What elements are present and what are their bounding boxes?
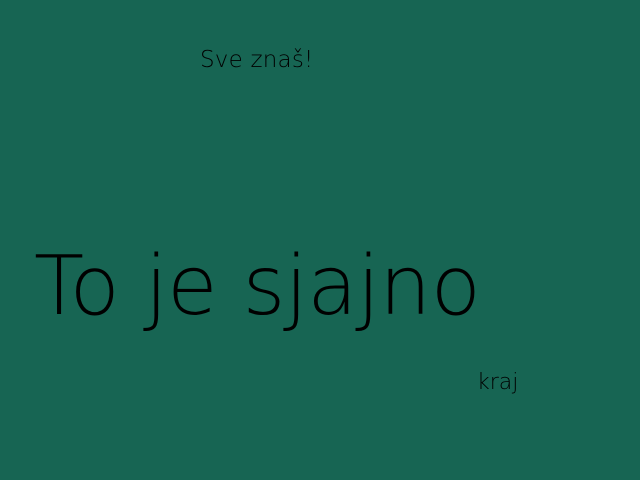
end-link[interactable]: kraj	[477, 370, 519, 395]
subtitle-text: Sve znaš!	[200, 47, 314, 73]
headline-text: To je sjajno	[34, 239, 481, 334]
